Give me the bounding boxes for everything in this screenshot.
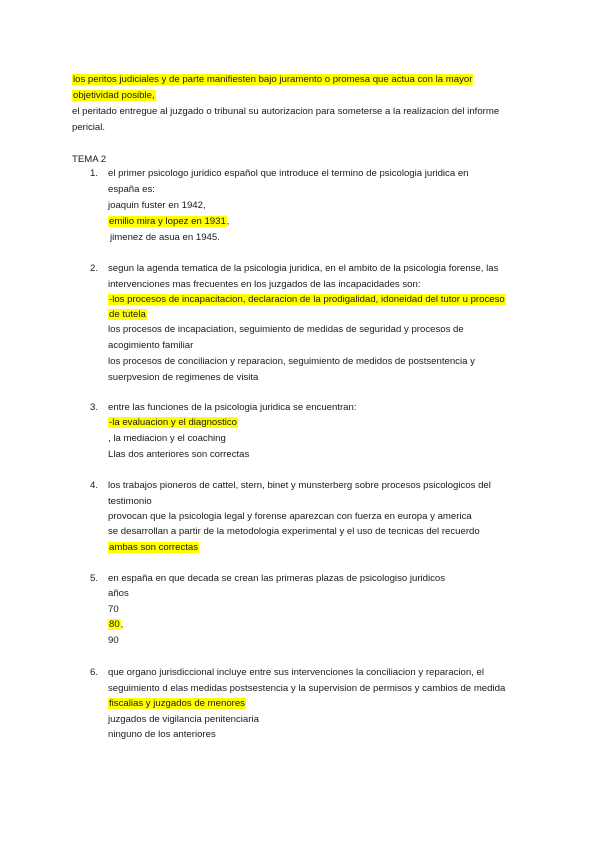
q3-option-1: -la evaluacion y el diagnostico bbox=[109, 417, 237, 428]
q2-option-3b: suerpvesion de regimenes de visita bbox=[108, 372, 259, 383]
q2-option-2a: los procesos de incapaciation, seguimiento de medidas de seguridad y procesos de bbox=[108, 324, 464, 335]
q5-option-2: 80, bbox=[109, 619, 124, 630]
q6-stem-2: seguimiento d elas medidas postsestencia y la supervision de permisos y cambios de medida bbox=[108, 683, 506, 694]
question-number-6: 6. bbox=[90, 667, 99, 678]
q6-option-1: fiscalias y juzgados de menores bbox=[109, 698, 245, 709]
q4-stem-1: los trabajos pioneros de cattel, stern, binet y munsterberg sobre procesos psicologicos del bbox=[108, 480, 491, 491]
q5-stem: en españa en que decada se crean las primeras plazas de psicologiso juridicos bbox=[108, 573, 446, 584]
q4-stem-2: testimonio bbox=[108, 496, 152, 507]
question-number-4: 4. bbox=[90, 480, 99, 491]
q1-stem-2: españa es: bbox=[108, 184, 155, 195]
question-number-5: 5. bbox=[90, 573, 99, 584]
q5-option-0: años bbox=[108, 588, 129, 599]
question-number-1: 1. bbox=[90, 168, 99, 179]
q4-option-2: se desarrollan a partir de la metodologia experimental y el uso de tecnicas del recuerdo bbox=[108, 526, 480, 537]
q1-option-3: jimenez de asua en 1945. bbox=[110, 232, 220, 243]
q6-stem-1: que organo jurisdiccional incluye entre sus intervenciones la conciliacion y reparacion, el bbox=[108, 667, 484, 678]
q4-option-3: ambas son correctas bbox=[109, 542, 199, 553]
q4-option-1: provocan que la psicologia legal y forense aparezcan con fuerza en europa y america bbox=[108, 511, 472, 522]
q3-option-3: Llas dos anteriores son correctas bbox=[108, 449, 250, 460]
intro-line-3: el peritado entregue al juzgado o tribunal su autorizacion para someterse a la realizacion del informe bbox=[72, 106, 500, 117]
q2-option-1a: -los procesos de incapacitacion, declaracion de la prodigalidad, idoneidad del tutor u proceso bbox=[109, 294, 505, 305]
intro-line-2: objetividad posible, bbox=[73, 90, 155, 101]
q5-option-3: 90 bbox=[108, 635, 119, 646]
q2-stem-1: segun la agenda tematica de la psicologia juridica, en el ambito de la psicologia forense, las bbox=[108, 263, 499, 274]
q1-stem-1: el primer psicologo juridico español que introduce el termino de psicologia juridica en bbox=[108, 168, 469, 179]
q2-option-2b: acogimiento familiar bbox=[108, 340, 194, 351]
q2-option-3a: los procesos de conciliacion y reparacion, seguimiento de medidos de postsentencia y bbox=[108, 356, 475, 367]
section-title: TEMA 2 bbox=[72, 154, 107, 165]
intro-line-4: pericial. bbox=[72, 122, 106, 133]
q1-option-1: joaquin fuster en 1942, bbox=[108, 200, 206, 211]
q6-option-3: ninguno de los anteriores bbox=[108, 729, 216, 740]
q3-option-2: , la mediacion y el coaching bbox=[108, 433, 226, 444]
question-number-3: 3. bbox=[90, 402, 99, 413]
q5-option-1: 70 bbox=[108, 604, 119, 615]
question-number-2: 2. bbox=[90, 263, 99, 274]
q6-option-2: juzgados de vigilancia penitenciaria bbox=[108, 714, 259, 725]
q3-stem: entre las funciones de la psicologia juridica se encuentran: bbox=[108, 402, 357, 413]
q2-option-1b: de tutela bbox=[109, 309, 146, 320]
q2-stem-2: intervenciones mas frecuentes en los juzgados de las incapacidades son: bbox=[108, 279, 421, 290]
q1-option-2: emilio mira y lopez en 1931, bbox=[109, 216, 230, 227]
intro-line-1: los peritos judiciales y de parte manifiesten bajo juramento o promesa que actua con la mayor bbox=[73, 74, 473, 85]
